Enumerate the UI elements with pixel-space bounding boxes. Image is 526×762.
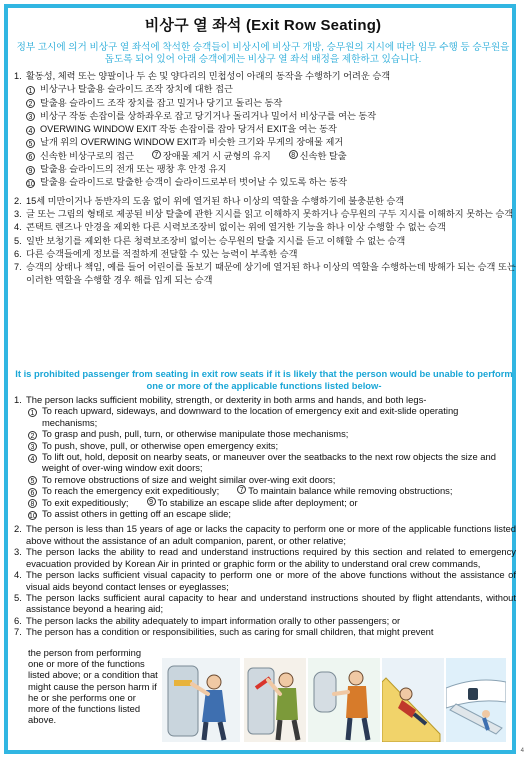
en-item-6: 6. The person lacks the ability adequately to impart information orally to other passengers; or [14,614,401,626]
en-item-2: 2. The person is less than 15 years of age or lacks the capacity to perform one or more of the applicable functions listed above without the assistance of an adult companion, parent, or other relative; [14,523,516,546]
en-sub-2: 2 To grasp and push, pull, turn, or otherwise manipulate those mechanisms; [14,428,516,439]
ko-item-4: 4. 콘택트 렌즈나 안경을 제외한 다른 시력보조장비 없이는 위에 열거한 기능을 하나 이상 수행할 수 없는 승객 [14,222,446,233]
en-item-3: 3. The person lacks the ability to read and understand instructions required by this section and related to emergency evacuation provided by Korean Air in printed or graphic form or the ability to understand oral crew commands, [14,546,516,569]
illustration-sliding-down [382,658,444,742]
illustration-carrying-window-exit [308,658,380,742]
ko-sub-1: 1 비상구나 탈출용 슬라이드 조작 장치에 대한 접근 [14,83,516,96]
ko-item-1: 1. 활동성, 체력 또는 양팔이나 두 손 및 양다리의 민첩성이 아래의 동작을 수행하기 어려운 승객 [14,71,391,81]
en-sub-6-7: 6 To reach the emergency exit expeditiously; 7 To maintain balance while removing obstructions; [14,485,516,496]
en-item-4: 4. The person lacks sufficient visual capacity to perform one or more of the above functions without the assistance of visual aids beyond contact lenses or eyeglasses; [14,569,516,592]
en-item-1: 1. The person lacks sufficient mobility, strength, or dexterity in both arms and hands, and both legs- [14,394,427,405]
ko-sub-10: 10 탈출용 슬라이드로 탈출한 승객이 슬라이드로부터 벗어날 수 있도록 하는 동작 [27,177,347,188]
ko-sub-9: 9 탈출용 슬라이드의 전개 또는 팽창 후 안정 유지 [14,163,516,176]
page-number: 4 [520,748,524,754]
ko-sub-3: 3 비상구 작동 손잡이를 상하좌우로 잡고 당기거나 돌리거나 밀어서 비상구를 여는 동작 [14,110,516,123]
en-sub-10: 10 To assist others in getting off an escape slide; [29,508,231,520]
en-item-7-continuation: the person from performing one or more of the functions listed above; or a condition that might cause the person harm if he or she performs one or more of the functions listed above. [28,647,158,726]
page-title: 비상구 열 좌석 (Exit Row Seating) [144,17,382,34]
ko-item-3: 3. 글 또는 그림의 형태로 제공된 비상 탈출에 관한 지시를 읽고 이해하지 못하거나 승무원의 구두 지시를 이해하지 못하는 승객 [14,208,514,219]
ko-sub-4: 4 OVERWING WINDOW EXIT 작동 손잡이를 잡아 당겨서 EXIT을 여는 동작 [14,123,516,136]
illustration-pulling-lever [244,658,306,742]
en-sub-4: 4 To lift out, hold, deposit on nearby seats, or maneuver over the seatbacks to the next row objects the size and weight of over-wing window exit doors; [14,451,516,474]
en-sub-8-9: 8 To exit expeditiously; 9 To stabilize an escape slide after deployment; or [14,497,516,508]
en-item-7-head: 7. The person has a condition or responsibilities, such as caring for small children, that might prevent [14,626,434,638]
en-item-5: 5. The person lacks sufficient aural capacity to hear and understand instructions shouted by flight attendants, without assistance beyond a hearing aid; [14,591,516,615]
en-sub-3: 3 To push, shove, pull, or otherwise open emergency exits; [14,440,516,451]
ko-item-5: 5. 일반 보청기를 제외한 다른 청력보조장비 없이는 승무원의 탈출 지시를 듣고 이해할 수 없는 승객 [14,235,406,246]
ko-item-7: 7. 승객의 상태나 책임, 예를 들어 어린이를 돌보기 때문에 상기에 열거된 하나 이상의 역할을 수행하는데 방해가 되는 승객 또는 이러한 역할을 수행할 경우 해를 입게 되는 승객 [14,262,516,286]
korean-restriction-list [14,70,516,288]
ko-sub-6-7-8: 6 신속한 비상구로의 접근 7 장애물 제거 시 균형의 유지 8 신속한 탈출 [14,150,516,163]
intro-korean: 정부 고시에 의거 비상구 열 좌석에 착석한 승객들이 비상시에 비상구 개방, 승무원의 지시에 따라 임무 수행 등 승무원을 돕도록 되어 있어 아래 승객에게는 비상구 열 좌석 배정을 제한하고 있습니다. [16,42,510,65]
illustration-aircraft-wing-exit [446,658,506,742]
intro-english: It is prohibited passenger from seating in exit row seats if it is likely that the person would be unable to perform one or more of the applicable functions listed below- [15,368,513,391]
ko-sub-5: 5 날개 위의 OVERWING WINDOW EXIT과 비슷한 크기와 무게의 장애물 제거 [14,136,516,149]
english-restriction-list [14,394,516,638]
en-sub-1: 1 To reach upward, sideways, and downward to the location of emergency exit and exit-slide operating mechanisms; [14,405,516,428]
illustration-reaching-exit-handle [162,658,240,742]
ko-sub-2: 2 탈출용 슬라이드 조작 장치를 잡고 밀거나 당기고 돌리는 동작 [14,97,516,110]
ko-item-2: 2. 15세 미만이거나 동반자의 도움 없이 위에 열거된 하나 이상의 역할을 수행하기에 불충분한 승객 [14,195,405,206]
en-sub-5: 5 To remove obstructions of size and weight similar over-wing exit doors; [14,474,516,485]
ko-item-6: 6. 다른 승객들에게 정보를 적절하게 전달할 수 있는 능력이 부족한 승객 [14,248,298,259]
